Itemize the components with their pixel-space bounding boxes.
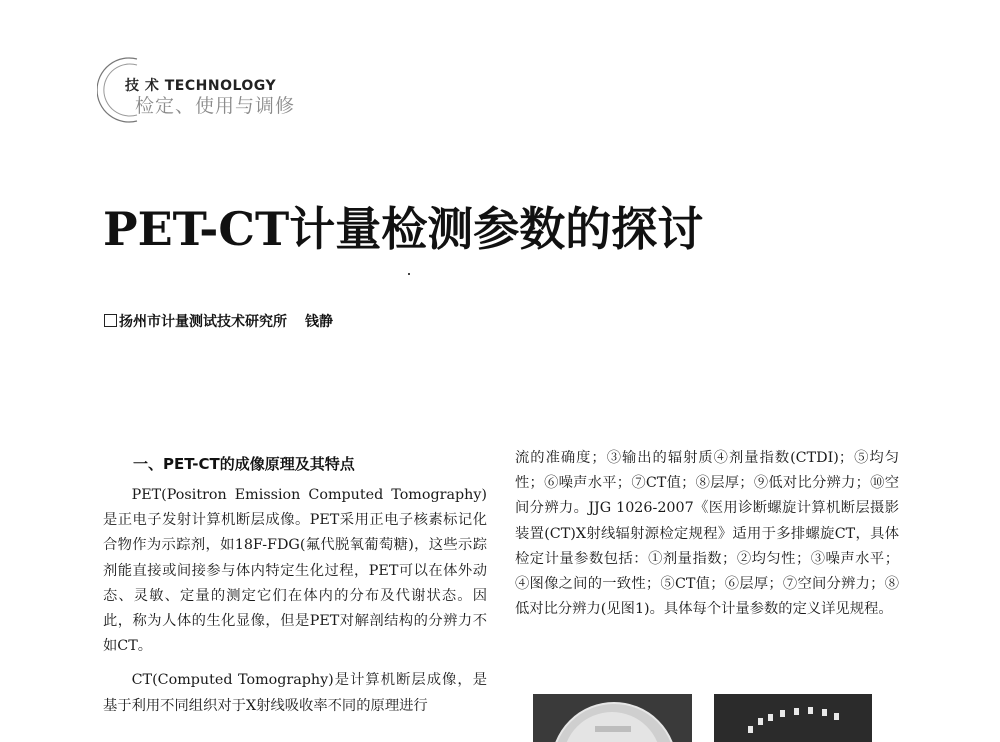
checkbox-square-icon (104, 314, 117, 327)
section-subtitle: 检定、使用与调修 (135, 95, 296, 117)
section-heading: 一、PET-CT的成像原理及其特点 (133, 455, 355, 473)
figure-image-resolution (714, 694, 872, 742)
figure-image-phantom (533, 694, 692, 742)
right-column (515, 446, 899, 631)
paragraph: CT(Computed Tomography)是计算机断层成像，是基于利用不同组织对于X射线吸收率不同的原理进行 (103, 672, 487, 714)
section-logo (97, 55, 357, 125)
article-title: PET-CT计量检测参数的探讨 (103, 202, 704, 256)
paragraph: PET(Positron Emission Computed Tomography)是正电子发射计算机断层成像。PET采用正电子核素标记化合物作为示踪剂，如18F-FDG(氟代脱氧葡萄糖)，这些示踪剂能直接或间接参与体内特定生化过程，PET可以在体外动态、灵敏、定量的测定它们在体内的分布及代谢状态。因此，称为人体的生化显像，但是PET对解剖结构的分辨力不如CT。 (103, 487, 487, 655)
left-column (103, 448, 487, 728)
author-line (104, 311, 333, 331)
affiliation: 扬州市计量测试技术研究所 (119, 314, 287, 330)
section-title: 技 术 TECHNOLOGY (125, 78, 277, 94)
stray-dot (408, 273, 410, 275)
author-name: 钱静 (305, 314, 333, 330)
paragraph: 流的准确度；③输出的辐射质④剂量指数(CTDI)；⑤均匀性；⑥噪声水平；⑦CT值；⑧层厚；⑨低对比分辨力；⑩空间分辨力。JJG 1026-2007《医用诊断螺旋计算机断层摄影装置(CT)X射线辐射源检定规程》适用于多排螺旋CT，具体检定计量参数包括：①剂量指数；②均匀性；③噪声水平；④图像之间的一致性；⑤CT值；⑥层厚；⑦空间分辨力；⑧低对比分辨力(见图1)。具体每个计量参数的定义详见规程。 (515, 450, 899, 618)
